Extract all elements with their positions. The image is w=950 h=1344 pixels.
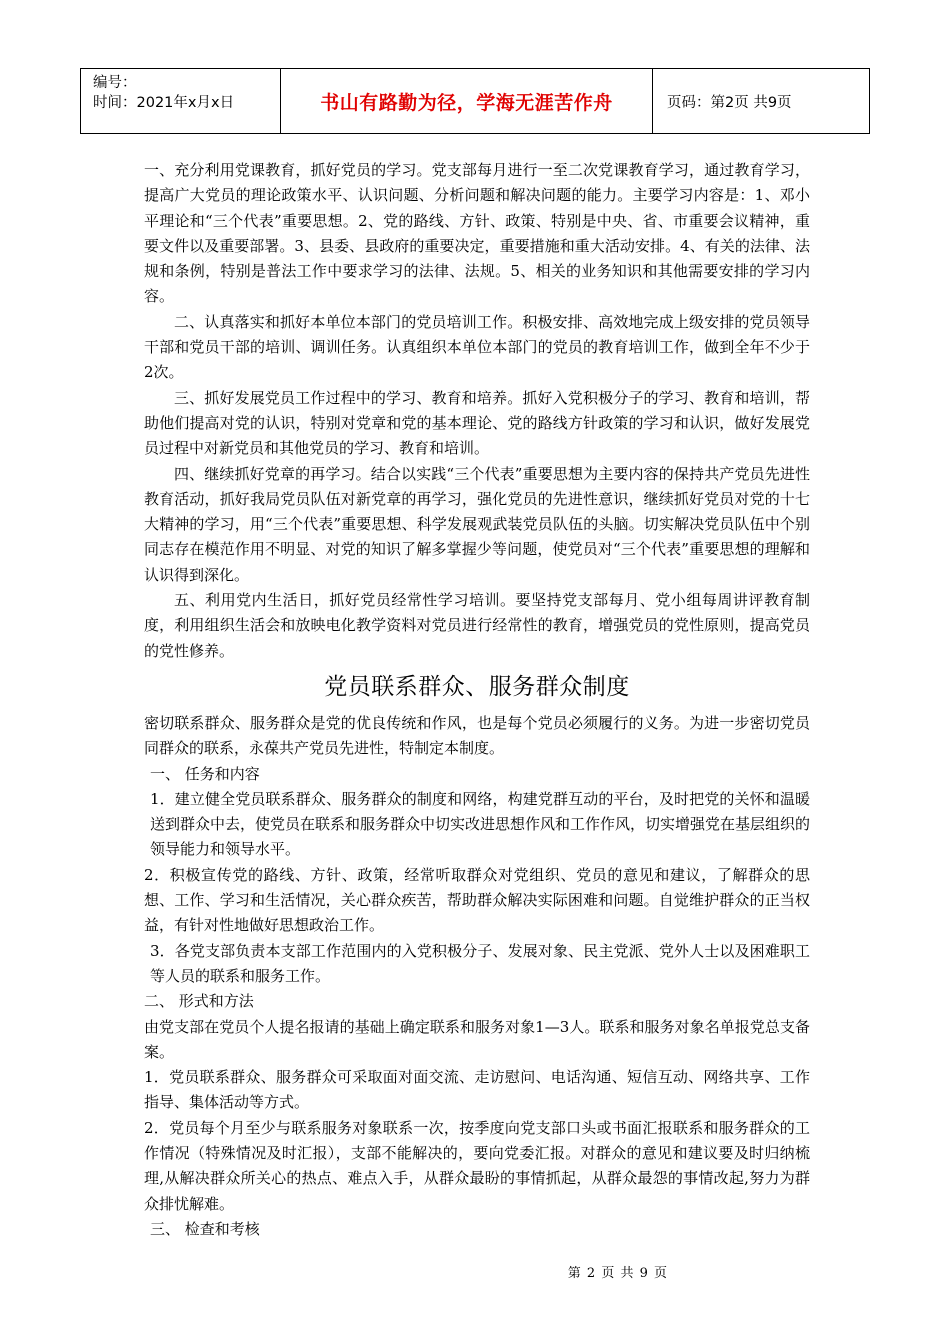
document-number-label: 编号：	[93, 75, 137, 91]
paragraph-training-work: 二、认真落实和抓好本单位本部门的党员培训工作。积极安排、高效地完成上级安排的党员领导干部和党员干部的培训、调训任务。认真组织本单位本部门的党员的教育培训工作，做到全年不少于2次。	[144, 312, 810, 382]
footer-page-number: 第 2 页 共 9 页	[567, 1266, 668, 1281]
paragraph-study-party-lessons: 一、充分利用党课教育，抓好党员的学习。党支部每月进行一至二次党课教育学习，通过教育学习，提高广大党员的理论政策水平、认识问题、分析问题和解决问题的能力。主要学习内容是：1、邓小平理论和“三个代表”重要思想。2、党的路线、方针、政策、特别是中央、省、市重要会议精神，重要文件以及重要部署。3、县委、县政府的重要决定，重要措施和重大活动安排。4、有关的法律、法规和条例，特别是普法工作中要求学习的法律、法规。5、相关的业务知识和其他需要安排的学习内容。	[144, 161, 810, 306]
method-intro: 由党支部在党员个人提名报请的基础上确定联系和服务对象1—3人。联系和服务对象名单报党总支备案。	[144, 1017, 810, 1061]
heading-inspection: 三、 检查和考核	[150, 1219, 260, 1238]
document-body	[144, 158, 810, 1242]
paragraph-party-life-day: 五、利用党内生活日，抓好党员经常性学习培训。要坚持党支部每月、党小组每周讲评教育制度，利用组织生活会和放映电化教学资料对党员进行经常性的教育，增强党员的党性原则，提高党员的党性修养。	[144, 591, 810, 660]
header-motto: 书山有路勤为径，学海无涯苦作舟	[281, 69, 653, 133]
method-item-2: 2．党员每个月至少与联系服务对象联系一次，按季度向党支部口头或书面汇报联系和服务群众的工作情况（特殊情况及时汇报），支部不能解决的，要向党委汇报。对群众的意见和建议要及时归纳梳理,从解决群众所关心的热点、难点入手，从群众最盼的事情抓起，从群众最怨的事情改起,努力为群众排忧解难。	[144, 1118, 810, 1213]
task-item-1: 1．建立健全党员联系群众、服务群众的制度和网络，构建党群互动的平台，及时把党的关怀和温暖送到群众中去，使党员在联系和服务群众中切实改进思想作风和工作作风，切实增强党在基层组织的领导能力和领导水平。	[150, 789, 811, 859]
header-page-label: 页码：第2页 共9页	[667, 94, 792, 111]
heading-methods: 二、 形式和方法	[144, 992, 254, 1011]
header-table	[80, 68, 870, 134]
section-title: 党员联系群众、服务群众制度	[324, 673, 630, 700]
task-item-2: 2．积极宣传党的路线、方针、政策，经常听取群众对党组织、党员的意见和建议，了解群众的思想、工作、学习和生活情况，关心群众疾苦，帮助群众解决实际困难和问题。自觉维护群众的正当权益，有针对性地做好思想政治工作。	[144, 865, 810, 935]
paragraph-constitution-study: 四、继续抓好党章的再学习。结合以实践“三个代表”重要思想为主要内容的保持共产党员先进性教育活动，抓好我局党员队伍对新党章的再学习，强化党员的先进性意识，继续抓好党员对党的十七大精神的学习，用“三个代表”重要思想、科学发展观武装党员队伍的头脑。切实解决党员队伍中个别同志存在模范作用不明显、对党的知识了解多掌握少等问题，使党员对“三个代表”重要思想的理解和认识得到深化。	[144, 464, 810, 584]
paragraph-development-education: 三、抓好发展党员工作过程中的学习、教育和培养。抓好入党积极分子的学习、教育和培训，帮助他们提高对党的认识，特别对党章和党的基本理论、党的路线方针政策的学习和认识，做好发展党员过程中对新党员和其他党员的学习、教育和培训。	[144, 388, 810, 458]
header-meta	[81, 69, 281, 133]
task-item-3: 3．各党支部负责本支部工作范围内的入党积极分子、发展对象、民主党派、党外人士以及困难职工等人员的联系和服务工作。	[150, 941, 810, 985]
document-date-label: 时间：2021年x月x日	[93, 95, 235, 111]
section-intro: 密切联系群众、服务群众是党的优良传统和作风，也是每个党员必须履行的义务。为进一步密切党员同群众的联系，永葆共产党员先进性，特制定本制度。	[144, 713, 810, 758]
page-footer	[0, 1262, 950, 1281]
method-item-1: 1．党员联系群众、服务群众可采取面对面交流、走访慰问、电话沟通、短信互动、网络共享、工作指导、集体活动等方式。	[144, 1068, 810, 1112]
heading-tasks: 一、 任务和内容	[150, 764, 260, 783]
